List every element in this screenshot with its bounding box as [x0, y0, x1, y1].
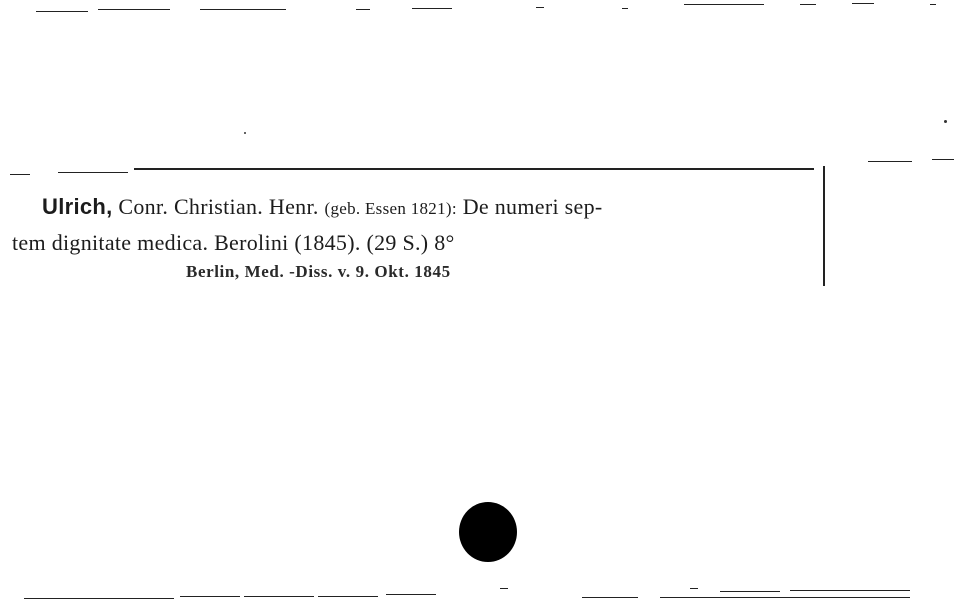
- bottom-edge-mark: [318, 596, 378, 597]
- top-edge-mark: [800, 4, 816, 5]
- top-edge-mark: [200, 9, 286, 10]
- bibliographic-entry: [12, 190, 808, 260]
- top-edge-mark: [98, 9, 170, 10]
- top-edge-mark: [930, 4, 936, 5]
- top-edge-mark: [536, 7, 544, 8]
- bottom-edge-mark: [660, 597, 910, 598]
- top-edge-mark: [412, 8, 452, 9]
- top-edge-mark: [622, 8, 628, 9]
- bottom-edge-mark: [180, 596, 240, 597]
- author-name: Ulrich,: [42, 194, 113, 219]
- header-rule: [134, 168, 814, 170]
- header-rule: [868, 161, 912, 162]
- top-edge-mark: [684, 4, 764, 5]
- top-edge-mark: [36, 11, 88, 12]
- punch-hole-icon: [459, 502, 517, 562]
- vertical-rule: [823, 166, 825, 286]
- header-rule: [10, 174, 30, 175]
- bottom-edge-mark: [24, 598, 174, 599]
- header-rule: [58, 172, 128, 173]
- bottom-edge-mark: [690, 588, 698, 589]
- dissertation-note: Berlin, Med. -Diss. v. 9. Okt. 1845: [186, 262, 451, 281]
- birth-info: (geb. Essen 1821):: [324, 199, 457, 218]
- bottom-edge-mark: [720, 591, 780, 592]
- entry-line-2: tem dignitate medica. Berolini (1845). (29 S.) 8°: [12, 230, 455, 255]
- scan-speck: [944, 120, 947, 123]
- author-forenames: Conr. Christian. Henr.: [112, 194, 325, 219]
- top-edge-mark: [356, 9, 370, 10]
- bottom-edge-mark: [386, 594, 436, 595]
- title-start: De numeri sep-: [456, 194, 603, 219]
- entry-line-1: [12, 190, 808, 226]
- scan-speck: [244, 132, 246, 134]
- bottom-edge-mark: [244, 596, 314, 597]
- bottom-edge-mark: [582, 597, 638, 598]
- bottom-edge-mark: [790, 590, 910, 591]
- header-rule: [932, 159, 954, 160]
- bottom-edge-mark: [500, 588, 508, 589]
- top-edge-mark: [852, 3, 874, 4]
